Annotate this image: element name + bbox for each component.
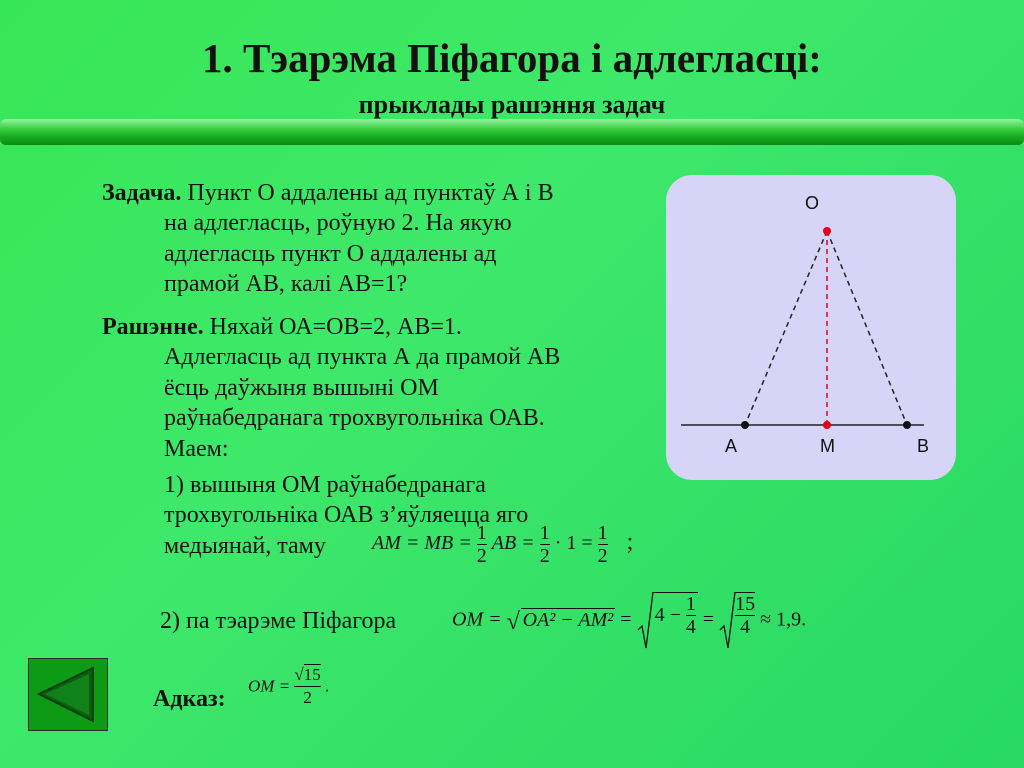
sqrt-1-radicand: OA² − AM² — [522, 608, 614, 631]
fraction-2 — [540, 522, 550, 567]
point-o — [823, 227, 831, 235]
problem-line-1: Пункт О аддалены ад пунктаў А і В — [187, 180, 554, 206]
step1-formula-end: ; — [626, 529, 634, 556]
fraction-4 — [686, 593, 696, 638]
fraction-2-den: 2 — [539, 545, 550, 567]
label-a: A — [725, 436, 738, 456]
problem-line-4: прамой АВ, калі АВ=1? — [164, 271, 408, 298]
sqrt-2-icon — [637, 590, 655, 650]
point-m — [823, 421, 831, 429]
step1-line-1: 1) вышыня ОМ раўнабедранага — [164, 472, 486, 498]
fraction-4-num: 1 — [685, 593, 696, 615]
step2-eq: = — [620, 608, 632, 631]
fraction-1-den: 2 — [476, 545, 487, 567]
fraction-3-num: 1 — [597, 522, 608, 544]
fraction-5-num: 15 — [735, 593, 756, 615]
answer-num-wrap — [294, 664, 320, 686]
back-button[interactable] — [28, 658, 108, 731]
step1-formula-dot: · 1 = — [554, 532, 593, 555]
fraction-2-num: 1 — [539, 522, 550, 544]
label-m: M — [820, 436, 835, 456]
solution-line-4: раўнабедранага трохвугольніка ОАВ. — [164, 405, 545, 432]
answer-label: Адказ: — [153, 686, 226, 712]
step1-formula — [372, 522, 633, 567]
solution-block — [102, 312, 662, 464]
sqrt-1-icon: √ — [506, 608, 520, 635]
answer-den: 2 — [294, 686, 320, 709]
triangle-diagram — [666, 175, 956, 480]
sqrt-2 — [637, 590, 698, 650]
fraction-5 — [735, 593, 755, 638]
step2-formula — [452, 590, 806, 654]
sqrt-2-four: 4 − — [654, 604, 681, 626]
answer-lhs: OM = — [248, 676, 291, 696]
solution-line-3: ёсць даўжыня вышыні ОМ — [164, 374, 439, 401]
problem-block — [102, 178, 662, 300]
answer-end: . — [325, 676, 330, 696]
fraction-1 — [477, 522, 487, 567]
problem-label: Задача. — [102, 180, 182, 206]
sqrt-3 — [719, 590, 755, 650]
segment-oa — [745, 231, 827, 425]
label-b: B — [917, 436, 930, 456]
step2-text: 2) па тэарэме Піфагора — [160, 608, 397, 634]
divider-bar — [0, 119, 1024, 145]
slide-title: 1. Тэарэма Піфагора і адлегласці: — [202, 35, 822, 81]
solution-line-1: Няхай ОА=ОВ=2, АВ=1. — [209, 314, 462, 340]
solution-label: Рашэнне. — [102, 314, 204, 340]
step1-line-3: медыянай, таму — [164, 532, 326, 559]
fraction-3-den: 2 — [597, 545, 608, 567]
solution-line-2: Адлегласць ад пункта А да прамой АВ — [164, 344, 561, 371]
fraction-1-num: 1 — [476, 522, 487, 544]
label-o: O — [805, 193, 820, 213]
answer-fraction — [294, 664, 320, 709]
triangle-svg — [666, 175, 956, 480]
step1-line-2: трохвугольніка ОАВ з’яўляецца яго — [164, 502, 529, 529]
fraction-3 — [598, 522, 608, 567]
point-b — [903, 421, 911, 429]
back-arrow-icon — [29, 659, 107, 730]
point-a — [741, 421, 749, 429]
sqrt-1 — [506, 608, 616, 635]
step1-formula-mid: AB = — [491, 532, 535, 555]
segment-ob — [827, 231, 907, 425]
step1-formula-lhs: AM = MB = — [372, 532, 472, 555]
fraction-4-den: 4 — [685, 616, 696, 638]
problem-line-2: на адлегласць, роўную 2. На якую — [164, 210, 512, 237]
fraction-5-den: 4 — [735, 615, 755, 638]
step2-approx: ≈ 1,9. — [760, 608, 807, 631]
answer-sqrt-icon: √ — [294, 665, 304, 684]
slide-subtitle: прыклады рашэння задач — [358, 90, 666, 119]
answer-formula — [248, 664, 329, 728]
solution-line-5: Маем: — [164, 435, 229, 462]
problem-line-3: адлегласць пункт О аддалены ад — [164, 240, 497, 267]
answer-num: 15 — [303, 665, 321, 684]
step2-formula-lhs: OM = — [452, 608, 502, 631]
step2-eq2: = — [702, 608, 715, 631]
